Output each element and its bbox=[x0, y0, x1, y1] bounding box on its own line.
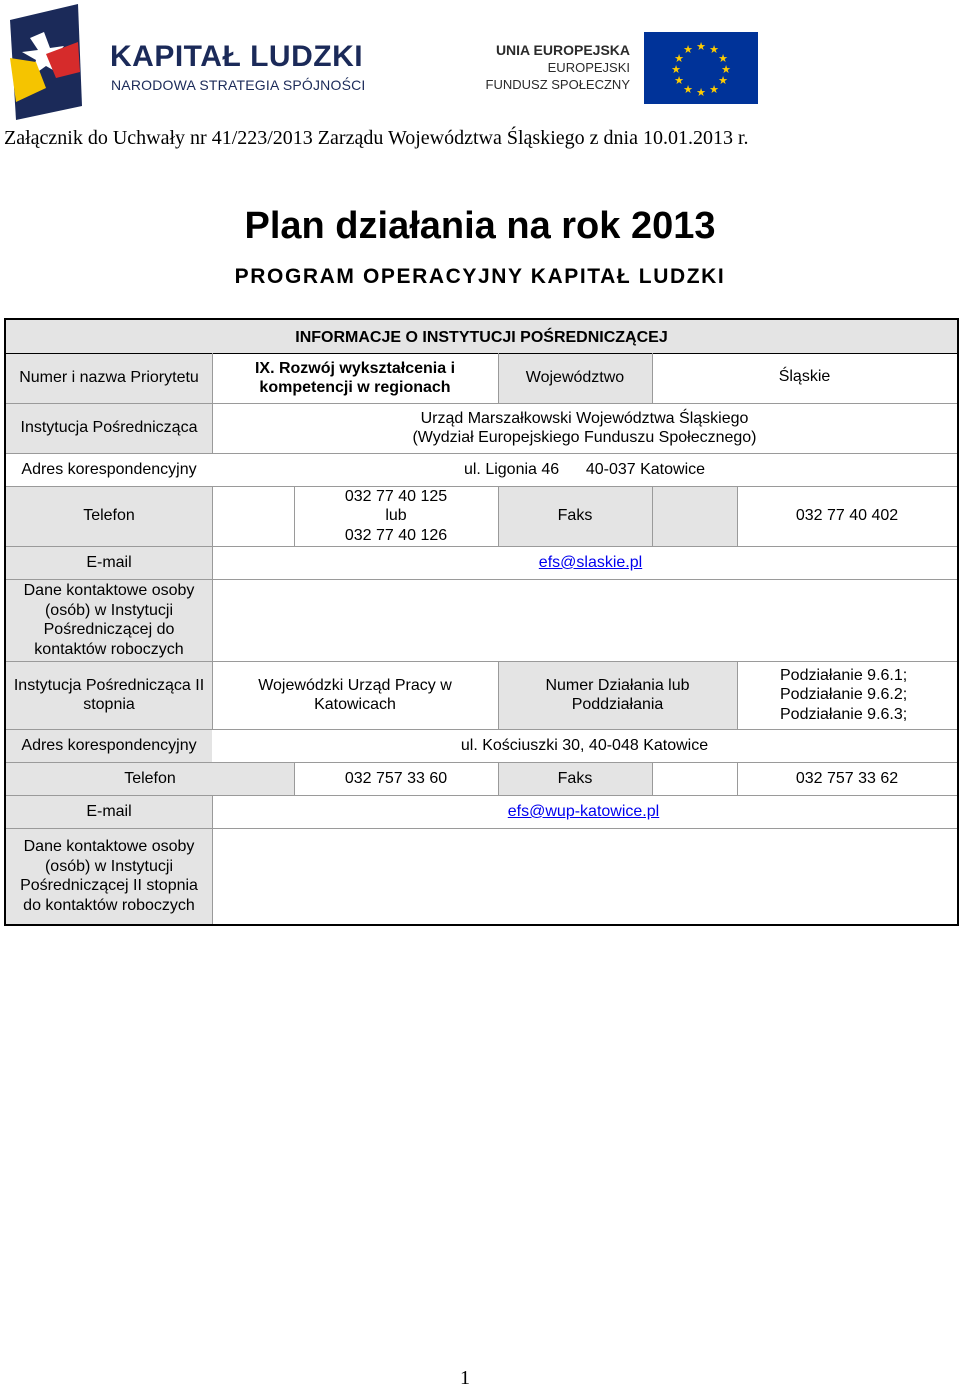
phone-line2: lub bbox=[385, 507, 407, 525]
eu-flag-icon bbox=[644, 32, 758, 104]
svg-text:★: ★ bbox=[718, 74, 728, 87]
contact-label: Dane kontaktowe osoby (osób) w Instytucji Pośredniczącej do kontaktów roboczych bbox=[6, 579, 212, 661]
phone2-label: Telefon bbox=[6, 762, 294, 795]
divider bbox=[6, 579, 957, 580]
svg-text:★: ★ bbox=[683, 83, 693, 96]
divider bbox=[652, 353, 653, 403]
measure-value bbox=[737, 661, 957, 729]
ip2-value: Wojewódzki Urząd Pracy w Katowicach bbox=[258, 676, 452, 713]
priority-value: IX. Rozwój wykształcenia i kompetencji w regionach bbox=[254, 359, 456, 396]
fax2-spacer bbox=[652, 762, 737, 795]
divider bbox=[6, 353, 957, 354]
ip-value-line2: (Wydział Europejskiego Funduszu Społecznego) bbox=[412, 429, 757, 446]
logo-title: KAPITAŁ LUDZKI bbox=[110, 40, 364, 73]
divider bbox=[498, 486, 499, 546]
priority-label: Numer i nazwa Priorytetu bbox=[6, 353, 212, 403]
page-subtitle: PROGRAM OPERACYJNY KAPITAŁ LUDZKI bbox=[234, 265, 726, 288]
ip-label: Instytucja Pośrednicząca bbox=[6, 403, 212, 453]
email-link[interactable]: efs@slaskie.pl bbox=[538, 553, 643, 571]
logo-subtitle: NARODOWA STRATEGIA SPÓJNOŚCI bbox=[111, 77, 366, 93]
phone2-value: 032 757 33 60 bbox=[344, 769, 448, 787]
address-label: Adres korespondencyjny bbox=[21, 460, 197, 478]
svg-text:★: ★ bbox=[709, 43, 719, 56]
svg-text:★: ★ bbox=[696, 86, 706, 99]
svg-text:★: ★ bbox=[674, 52, 684, 65]
eu-logo-line3: FUNDUSZ SPOŁECZNY bbox=[485, 77, 630, 92]
ip-value bbox=[212, 403, 957, 453]
page-number: 1 bbox=[460, 1367, 470, 1389]
divider bbox=[6, 795, 957, 796]
contact-value bbox=[212, 579, 957, 661]
address2-label: Adres korespondencyjny bbox=[6, 729, 212, 762]
divider bbox=[212, 353, 213, 453]
divider bbox=[294, 762, 295, 795]
svg-text:★: ★ bbox=[718, 52, 728, 65]
fax2-label: Faks bbox=[498, 762, 652, 795]
eu-logo-line2: EUROPEJSKI bbox=[547, 60, 630, 75]
divider bbox=[737, 762, 738, 795]
email2-cell bbox=[212, 795, 957, 828]
divider bbox=[6, 762, 957, 763]
email2-label: E-mail bbox=[6, 795, 212, 828]
table-header: INFORMACJE O INSTYTUCJI POŚREDNICZĄCEJ bbox=[6, 320, 957, 353]
divider bbox=[6, 828, 957, 829]
phone-spacer bbox=[212, 486, 294, 546]
ip2-label: Instytucja Pośrednicząca II stopnia bbox=[6, 661, 212, 729]
svg-text:★: ★ bbox=[721, 63, 731, 76]
measure-line1: Podziałanie 9.6.1; bbox=[780, 666, 908, 684]
phone-line3: 032 77 40 126 bbox=[344, 526, 448, 544]
divider bbox=[6, 546, 957, 547]
divider bbox=[498, 353, 499, 403]
divider bbox=[652, 762, 653, 795]
divider bbox=[6, 661, 957, 662]
email2-link[interactable]: efs@wup-katowice.pl bbox=[507, 802, 660, 820]
ip-info-table bbox=[4, 318, 959, 926]
divider bbox=[6, 403, 957, 404]
divider bbox=[737, 486, 738, 546]
measure-line2: Podziałanie 9.6.2; bbox=[780, 686, 908, 704]
phone-label: Telefon bbox=[6, 486, 212, 546]
contact2-label: Dane kontaktowe osoby (osób) w Instytucji Pośredniczącej II stopnia do kontaktów roboczych bbox=[6, 828, 212, 924]
page-title: Plan działania na rok 2013 bbox=[244, 205, 716, 247]
divider bbox=[6, 729, 957, 730]
fax-spacer bbox=[652, 486, 737, 546]
svg-text:★: ★ bbox=[683, 43, 693, 56]
address-value: ul. Ligonia 46 40-037 Katowice bbox=[463, 460, 706, 478]
measure-line3: Podziałanie 9.6.3; bbox=[780, 705, 908, 723]
phone-value bbox=[294, 486, 498, 546]
fax2-value: 032 757 33 62 bbox=[795, 769, 899, 787]
email-cell bbox=[212, 546, 957, 579]
divider bbox=[652, 486, 653, 546]
voivodeship-label: Województwo bbox=[498, 353, 652, 403]
divider bbox=[294, 486, 295, 546]
divider bbox=[498, 661, 499, 729]
fax-label: Faks bbox=[498, 486, 652, 546]
phone-line1: 032 77 40 125 bbox=[344, 487, 448, 505]
divider bbox=[212, 795, 213, 924]
eu-logo-line1: UNIA EUROPEJSKA bbox=[495, 42, 630, 58]
divider bbox=[6, 453, 957, 454]
ip-value-line1: Urząd Marszałkowski Województwa Śląskiego bbox=[420, 409, 749, 427]
svg-text:★: ★ bbox=[674, 74, 684, 87]
divider bbox=[212, 486, 213, 729]
voivodeship-value: Śląskie bbox=[778, 368, 831, 385]
svg-text:★: ★ bbox=[671, 63, 681, 76]
email-label: E-mail bbox=[6, 546, 212, 579]
svg-text:★: ★ bbox=[696, 40, 706, 53]
annex-note: Załącznik do Uchwały nr 41/223/2013 Zarządu Województwa Śląskiego z dnia 10.01.2013 r. bbox=[4, 127, 749, 149]
divider bbox=[498, 762, 499, 795]
address2-value: ul. Kościuszki 30, 40-048 Katowice bbox=[460, 736, 709, 754]
divider bbox=[737, 661, 738, 729]
divider bbox=[6, 486, 957, 487]
measure-label: Numer Działania lub Poddziałania bbox=[498, 661, 737, 729]
contact2-value bbox=[212, 828, 957, 924]
fax-value: 032 77 40 402 bbox=[795, 507, 899, 525]
svg-text:★: ★ bbox=[709, 83, 719, 96]
